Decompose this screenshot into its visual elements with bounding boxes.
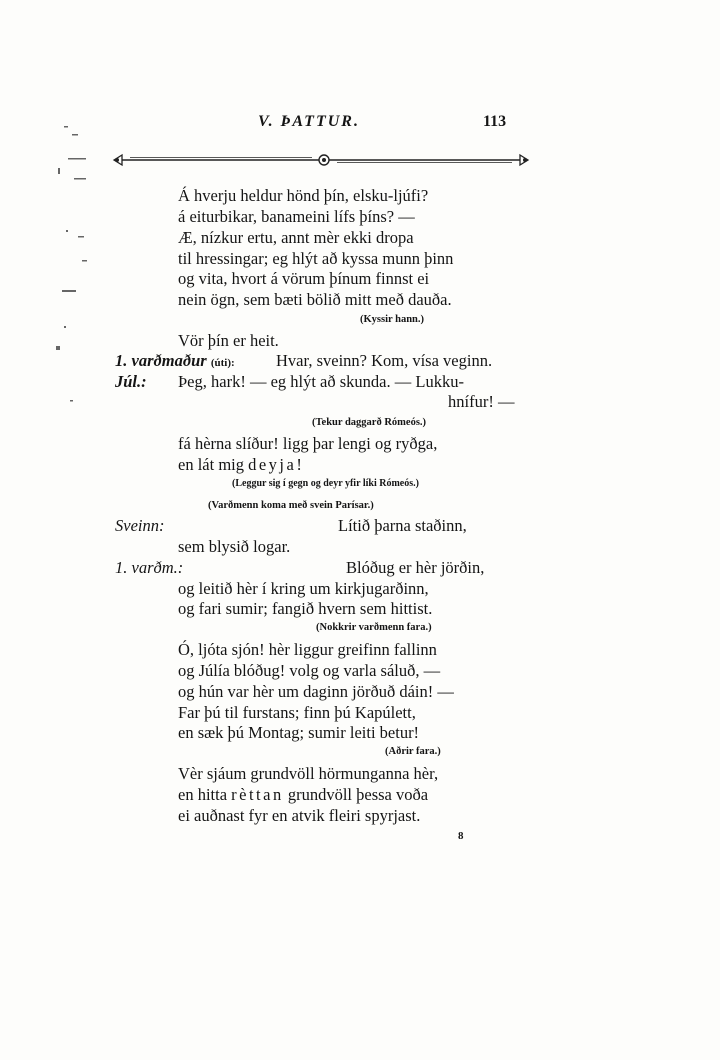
speaker-name: 1. varðmaður bbox=[115, 351, 207, 370]
speaker-label: Júl.: bbox=[115, 372, 147, 391]
verse-line bbox=[178, 455, 302, 475]
verse-line: Hvar, sveinn? Kom, vísa veginn. bbox=[276, 351, 493, 370]
verse-line: hnífur! — bbox=[448, 392, 515, 411]
running-head: V. ÞATTUR. bbox=[258, 113, 360, 130]
verse-text: ! bbox=[296, 455, 302, 474]
spaced-word: rèttan bbox=[231, 785, 284, 804]
verse-line: Þeg, hark! — eg hlýt að skunda. — Lukku- bbox=[178, 372, 464, 391]
stage-direction: (Aðrir fara.) bbox=[385, 746, 441, 757]
speaker-label: Sveinn: bbox=[115, 516, 165, 535]
verse-line: Far þú til furstans; finn þú Kapúlett, bbox=[178, 703, 416, 722]
page-number: 113 bbox=[483, 113, 507, 130]
margin-specks bbox=[50, 120, 110, 450]
verse-line: Ó, ljóta sjón! hèr liggur greifinn fallinn bbox=[178, 640, 437, 659]
stage-direction: (Tekur daggarð Rómeós.) bbox=[312, 417, 427, 428]
verse-line: Blóðug er hèr jörðin, bbox=[346, 558, 485, 577]
verse-line bbox=[178, 785, 428, 805]
verse-line: á eiturbikar, banameini lífs þíns? — bbox=[178, 207, 415, 226]
ornamental-rule bbox=[112, 151, 530, 169]
verse-line: og leitið hèr í kring um kirkjugarðinn, bbox=[178, 579, 429, 598]
verse-text: en hitta bbox=[178, 785, 232, 804]
verse-line: og fari sumir; fangið hvern sem hittist. bbox=[178, 599, 433, 618]
verse-line: nein ögn, sem bæti bölið mitt með dauða. bbox=[178, 290, 452, 309]
stage-direction: (Nokkrir varðmenn fara.) bbox=[316, 622, 432, 633]
verse-text: en lát mig bbox=[178, 455, 249, 474]
stage-direction: (Varðmenn koma með svein Parísar.) bbox=[208, 500, 374, 511]
verse-line: fá hèrna slíður! ligg þar lengi og ryðga, bbox=[178, 434, 438, 453]
verse-line: Á hverju heldur hönd þín, elsku-ljúfi? bbox=[178, 186, 429, 205]
verse-line: og hún var hèr um daginn jörðuð dáin! — bbox=[178, 682, 454, 701]
verse-line: Vèr sjáum grundvöll hörmunganna hèr, bbox=[178, 764, 439, 783]
spaced-word: deyja bbox=[248, 455, 297, 474]
verse-line: Vör þín er heit. bbox=[178, 331, 279, 350]
verse-line: sem blysið logar. bbox=[178, 537, 291, 556]
verse-line: til hressingar; eg hlýt að kyssa munn þinn bbox=[178, 249, 454, 268]
stage-direction: (Leggur sig í gegn og deyr yfir líki Rómeós.) bbox=[232, 478, 419, 489]
speaker-label: 1. varðm.: bbox=[115, 558, 184, 577]
speaker-label bbox=[115, 351, 235, 373]
verse-line: og vita, hvort á vörum þínum finnst ei bbox=[178, 269, 430, 288]
verse-line: ei auðnast fyr en atvik fleiri spyrjast. bbox=[178, 806, 421, 825]
signature-mark: 8 bbox=[458, 830, 464, 842]
verse-line: og Júlía blóðug! volg og varla sáluð, — bbox=[178, 661, 441, 680]
speaker-note: (úti): bbox=[210, 357, 235, 369]
stage-direction: (Kyssir hann.) bbox=[360, 314, 424, 325]
verse-line: Æ, nízkur ertu, annt mèr ekki dropa bbox=[178, 228, 414, 247]
verse-line: en sæk þú Montag; sumir leiti betur! bbox=[178, 723, 420, 742]
verse-text: grundvöll þessa voða bbox=[283, 785, 429, 804]
verse-line: Lítið þarna staðinn, bbox=[338, 516, 467, 535]
